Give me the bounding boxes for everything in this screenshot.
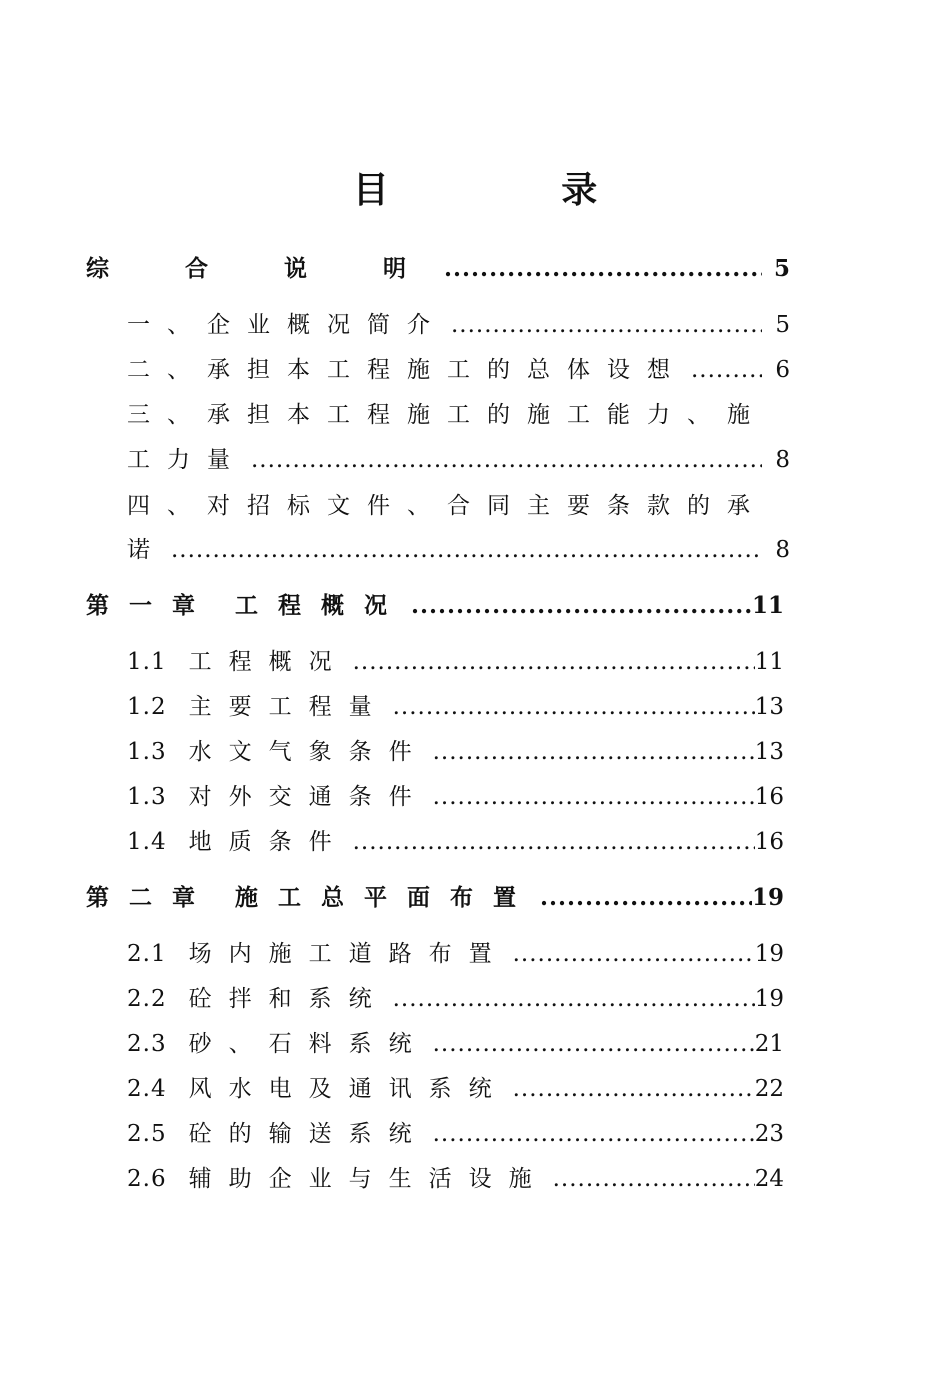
- toc-chapter-title: 施工总平面布置: [235, 884, 536, 911]
- toc-page-number: 8: [775, 447, 790, 473]
- toc-page-number: 13: [754, 739, 784, 765]
- toc-entry[interactable]: [127, 643, 784, 676]
- toc-leader: [349, 649, 755, 675]
- toc-page-number: 8: [775, 537, 790, 563]
- toc-entry[interactable]: [127, 1160, 784, 1193]
- toc-leader: [509, 1076, 755, 1102]
- toc-leader: [549, 1166, 755, 1192]
- toc-label: 风水电及通讯系统: [188, 1076, 509, 1102]
- toc-section-number: 1.1: [127, 649, 167, 675]
- toc-entry[interactable]: [127, 733, 784, 766]
- toc-page-number: 11: [754, 649, 784, 675]
- toc-label-continued: 工力量: [127, 447, 247, 473]
- toc-entry[interactable]: [127, 935, 784, 968]
- toc-page-number: 23: [754, 1121, 784, 1147]
- toc-leader: [509, 941, 755, 967]
- toc-page-number: 24: [754, 1166, 784, 1192]
- toc-page-number: 13: [754, 694, 784, 720]
- toc-leader: [429, 1031, 755, 1057]
- toc-leader: [536, 884, 752, 911]
- toc-label: 综 合 说 明: [86, 255, 441, 282]
- toc-label: 四、对招标文件、合同主要条款的承: [127, 493, 767, 519]
- toc-leader: [389, 986, 755, 1012]
- toc-leader: [429, 784, 755, 810]
- toc-page-number: 19: [754, 941, 784, 967]
- toc-page-number: 5: [773, 255, 790, 282]
- toc-section-number: 1.3: [127, 784, 167, 810]
- toc-label: 二、承担本工程施工的总体设想: [127, 357, 687, 383]
- toc-page-number: 6: [775, 357, 790, 383]
- toc-label: 辅助企业与生活设施: [188, 1166, 549, 1192]
- toc-leader: [429, 739, 755, 765]
- toc-page-number: 21: [754, 1031, 784, 1057]
- toc-page-number: 22: [754, 1076, 784, 1102]
- toc-page-number: 19: [751, 884, 784, 911]
- toc-page-number: 16: [754, 829, 784, 855]
- toc-label: 砼的输送系统: [188, 1121, 429, 1147]
- toc-page-number: 16: [754, 784, 784, 810]
- toc-leader: [407, 592, 752, 619]
- toc-label: 砼拌和系统: [188, 986, 389, 1012]
- toc-section-number: 2.5: [127, 1121, 167, 1147]
- toc-entry[interactable]: [127, 441, 790, 474]
- toc-entry[interactable]: [127, 1115, 784, 1148]
- toc-entry[interactable]: [127, 531, 790, 564]
- toc-label-continued: 诺: [127, 537, 167, 563]
- toc-entry[interactable]: [127, 1025, 784, 1058]
- toc-chapter-number: 第一章: [86, 592, 215, 619]
- toc-leader: [247, 447, 762, 473]
- toc-leader: [429, 1121, 755, 1147]
- toc-page-number: 5: [775, 312, 790, 338]
- toc-label: 对外交通条件: [188, 784, 429, 810]
- toc-section-number: 2.1: [127, 941, 167, 967]
- toc-entry[interactable]: [127, 688, 784, 721]
- toc-section-number: 2.3: [127, 1031, 167, 1057]
- toc-section-number: 1.4: [127, 829, 167, 855]
- toc-leader: [687, 357, 762, 383]
- toc-leader: [349, 829, 755, 855]
- toc-entry-overview[interactable]: [86, 250, 790, 283]
- toc-label: 三、承担本工程施工的施工能力、施: [127, 402, 767, 428]
- toc-entry[interactable]: [127, 980, 784, 1013]
- toc-entry[interactable]: [127, 1070, 784, 1103]
- toc-section-number: 1.2: [127, 694, 167, 720]
- toc-chapter-1[interactable]: [86, 587, 784, 620]
- toc-chapter-title: 工程概况: [235, 592, 407, 619]
- toc-chapter-number: 第二章: [86, 884, 215, 911]
- toc-label: 砂、石料系统: [188, 1031, 429, 1057]
- toc-label: 工程概况: [188, 649, 349, 675]
- toc-entry[interactable]: [127, 778, 784, 811]
- toc-section-number: 1.3: [127, 739, 167, 765]
- toc-label: 一、企业概况简介: [127, 312, 447, 338]
- toc-leader: [440, 255, 762, 282]
- toc-leader: [447, 312, 762, 338]
- toc-chapter-2[interactable]: [86, 879, 784, 912]
- toc-label: 场内施工道路布置: [188, 941, 509, 967]
- toc-section-number: 2.2: [127, 986, 167, 1012]
- toc-entry[interactable]: [127, 823, 784, 856]
- toc-page-number: 11: [751, 592, 784, 619]
- toc-entry[interactable]: [127, 306, 790, 339]
- toc-section-number: 2.4: [127, 1076, 167, 1102]
- toc-section-number: 2.6: [127, 1166, 167, 1192]
- toc-leader: [167, 537, 762, 563]
- page-title: 目 录: [352, 169, 678, 211]
- toc-label: 主要工程量: [188, 694, 389, 720]
- toc-entry[interactable]: [127, 351, 790, 384]
- toc-page-number: 19: [754, 986, 784, 1012]
- toc-label: 水文气象条件: [188, 739, 429, 765]
- toc-leader: [389, 694, 755, 720]
- toc-label: 地质条件: [188, 829, 349, 855]
